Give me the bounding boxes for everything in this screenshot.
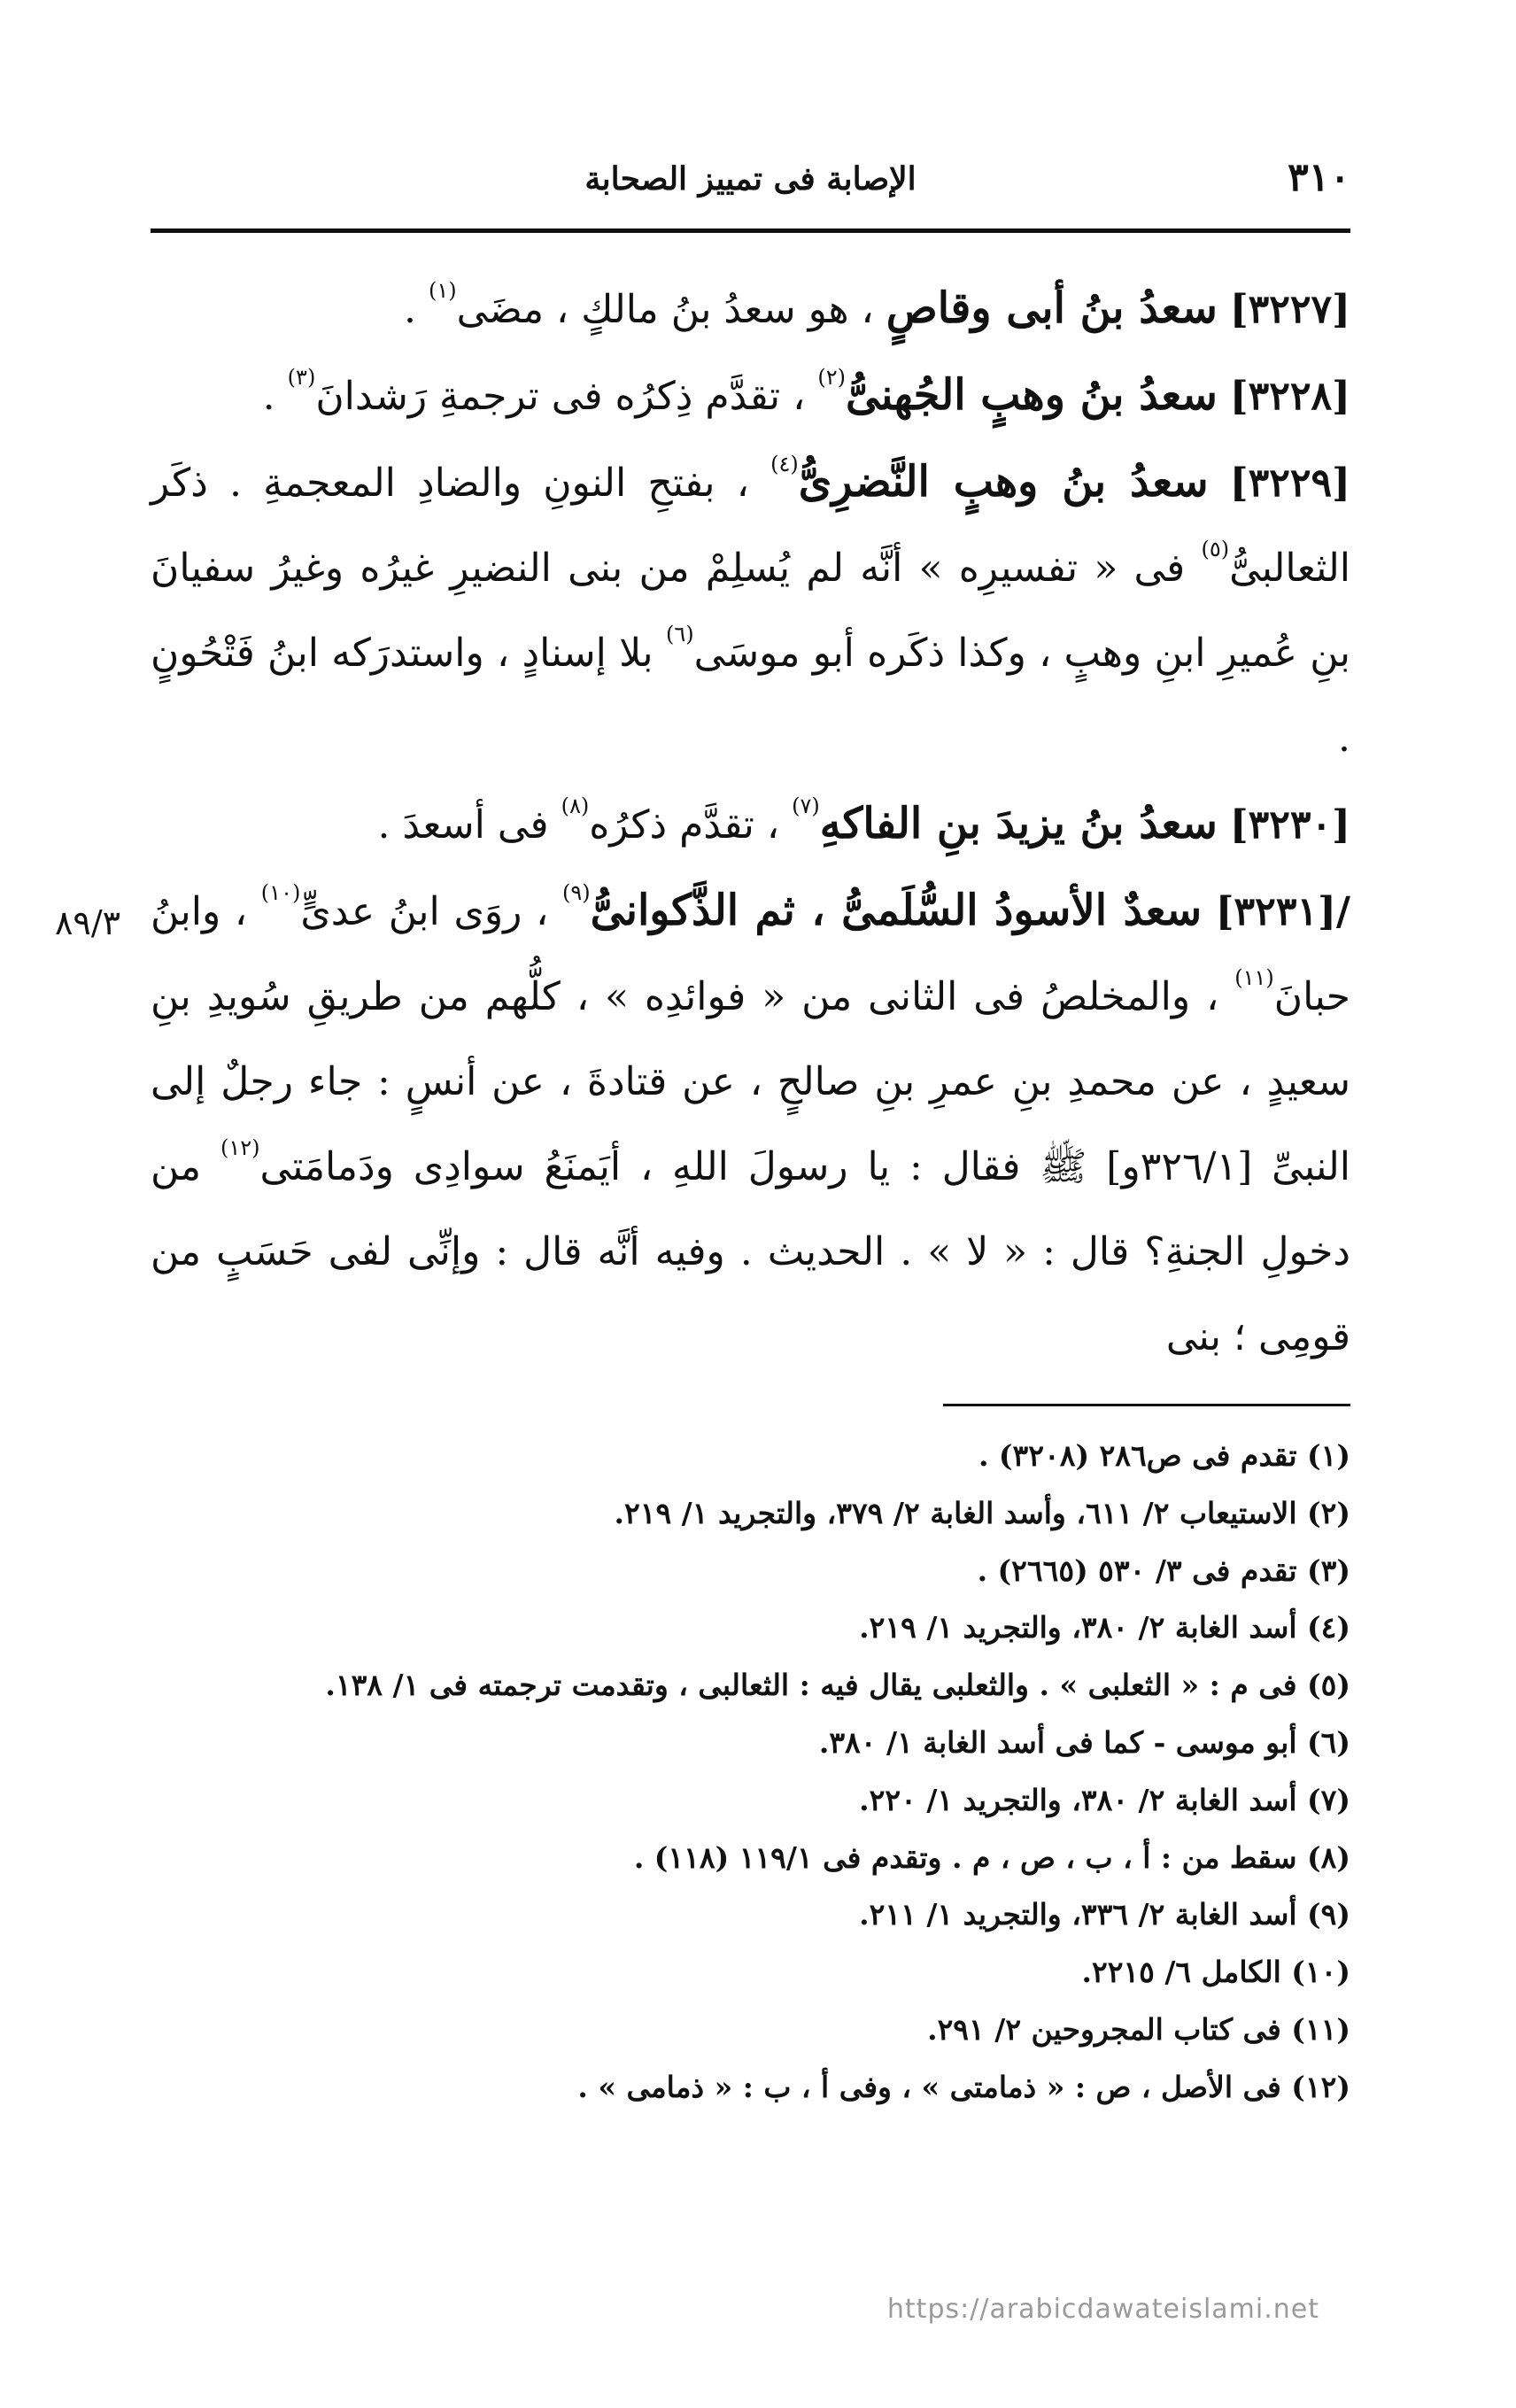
footnote-10: (١٠) الكامل ٦/ ٢٢١٥.: [1081, 1955, 1350, 1990]
entry-text: ، وابنُ حبانَ: [151, 889, 1350, 1019]
footnotes: [151, 1428, 1350, 2117]
footnote-11: (١١) فى كتاب المجروحين ٢/ ٢٩١.: [927, 2011, 1350, 2047]
footnote-ref: (١٠): [260, 880, 301, 905]
entry-number: [٣٢٢٨]: [1229, 374, 1350, 419]
footnote-ref: (١٢): [220, 1135, 260, 1160]
footnote-3: (٣) تقدم فى ٣/ ٥٣٠ (٢٦٦٥) .: [977, 1552, 1350, 1588]
entry-text: ، روَى ابنُ عدىٍّ: [300, 889, 549, 934]
entry-number: [٣٢٢٧]: [1229, 287, 1350, 332]
entry-3228: [151, 352, 1350, 439]
entry-text: فى أسعدَ .: [377, 802, 549, 848]
footnote-ref: (١): [429, 278, 457, 303]
watermark-url: https://arabicdawateislami.net: [886, 2294, 1319, 2325]
entry-name: سعدٌ الأسودُ السُّلَمىُّ ، ثم الذَّكوانىُّ: [590, 886, 1203, 935]
entry-3230: [151, 781, 1350, 868]
entry-3227: [151, 266, 1350, 352]
footnote-2: (٢) الاستيعاب ٢/ ٦١١، وأسد الغابة ٢/ ٣٧٩، والتجريد ١/ ٢١٩.: [614, 1495, 1350, 1530]
header-rule: [151, 228, 1350, 233]
footnote-ref: (٨): [561, 794, 590, 818]
entry-number: /[٣٢٣١]: [1215, 889, 1350, 934]
entry-name: سعدُ بنُ يزيدَ بنِ الفاكهِ: [819, 799, 1218, 848]
footnote-6: (٦) أبو موسى - كما فى أسد الغابة ١/ ٣٨٠.: [818, 1724, 1350, 1760]
page-header: [151, 155, 1350, 217]
entry-text: ، تقدَّم ذِكرُه فى ترجمةِ رَشدانَ: [315, 374, 806, 419]
footnote-ref: (١١): [1234, 965, 1274, 990]
entry-name: سعدُ بنُ أبى وقاصٍ: [886, 283, 1218, 333]
entry-text: من دخولِ الجنةِ؟ قال : « لا » . الحديث . وفيه أنَّه قال : وإنِّى لفى حَسَبٍ من قومِى ؛ بنى: [151, 1144, 1350, 1359]
footnote-8: (٨) سقط من : أ ، ب ، ص ، م . وتقدم فى ١١٩/١ (١١٨) .: [633, 1839, 1350, 1875]
entry-text: بلا إسنادٍ ، واستدرَكه ابنُ فَتْحُونٍ .: [151, 631, 1350, 761]
footnote-1: (١) تقدم فى ص٢٨٦ (٣٢٠٨) .: [978, 1438, 1350, 1473]
entry-number: [٣٢٢٩]: [1229, 461, 1350, 506]
footnote-ref: (٩): [561, 880, 591, 905]
footnote-5: (٥) فى م : « الثعلبى » . والثعلبى يقال فيه : الثعالبى ، وتقدمت ترجمته فى ١/ ١٣٨.: [325, 1668, 1350, 1703]
footnote-9: (٩) أسد الغابة ٢/ ٣٣٦، والتجريد ١/ ٢١١.: [859, 1897, 1350, 1932]
footnote-separator: [943, 1404, 1350, 1406]
entry-text: ، والمخلصُ فى الثانى من « فوائدِه » ، كلُّهم من طريقِ سُويدِ بنِ سعيدٍ ، عن محمدِ بنِ عمرِ بنِ صالحٍ ، عن قتادةَ ، عن أنسٍ : جاء رجلٌ إلى النبىِّ [٣٢٦/١و] ﷺ فقال : يا رسولَ اللهِ ، أيَمنَعُ سوادِى ودَمامَتى: [151, 974, 1351, 1189]
footnote-ref: (٧): [792, 794, 820, 818]
entry-3231: [151, 868, 1350, 1380]
footnote-7: (٧) أسد الغابة ٢/ ٣٨٠، والتجريد ١/ ٢٢٠.: [859, 1782, 1350, 1817]
page-number: ٣١٠: [1288, 155, 1350, 200]
footnote-ref: (٢): [817, 365, 847, 390]
margin-reference: ٨٩/٣: [55, 903, 121, 942]
footnote-ref: (٦): [665, 622, 694, 647]
entry-text: ، بفتحِ النونِ والضادِ المعجمةِ . ذكَر الثعالبىُّ: [151, 461, 1350, 591]
entry-text: ، هو سعدُ بنُ مالكٍ ، مضَى: [456, 287, 874, 332]
main-text: [151, 266, 1350, 1380]
footnote-ref: (٥): [1201, 537, 1230, 561]
running-title: الإصابة فى تمييز الصحابة: [584, 160, 917, 197]
entry-text: .: [404, 287, 417, 332]
entry-text: .: [262, 374, 275, 419]
footnote-4: (٤) أسد الغابة ٢/ ٣٨٠، والتجريد ١/ ٢١٩.: [859, 1610, 1350, 1645]
entry-text: ، تقدَّم ذكرُه: [589, 802, 780, 848]
entry-number: [٣٢٣٠]: [1229, 802, 1350, 848]
entry-name: سعدُ بنُ وهبٍ النَّضرِىُّ: [798, 457, 1209, 507]
footnote-ref: (٣): [287, 365, 316, 390]
footnote-ref: (٤): [770, 452, 799, 476]
footnote-12: (١٢) فى الأصل ، ص : « ذمامتى » ، وفى أ ، ب : « ذمامى » .: [577, 2069, 1350, 2104]
entry-text: فى « تفسيرِه » أنَّه لم يُسلِمْ من بنى النضيرِ غيرُه وغيرُ سفيانَ بنِ عُميرِ ابنِ وهبٍ ، وكذا ذكَره أبو موسَى: [151, 546, 1350, 676]
entry-3229: [151, 439, 1350, 781]
entry-name: سعدُ بنُ وهبٍ الجُهنىُّ: [846, 370, 1218, 420]
